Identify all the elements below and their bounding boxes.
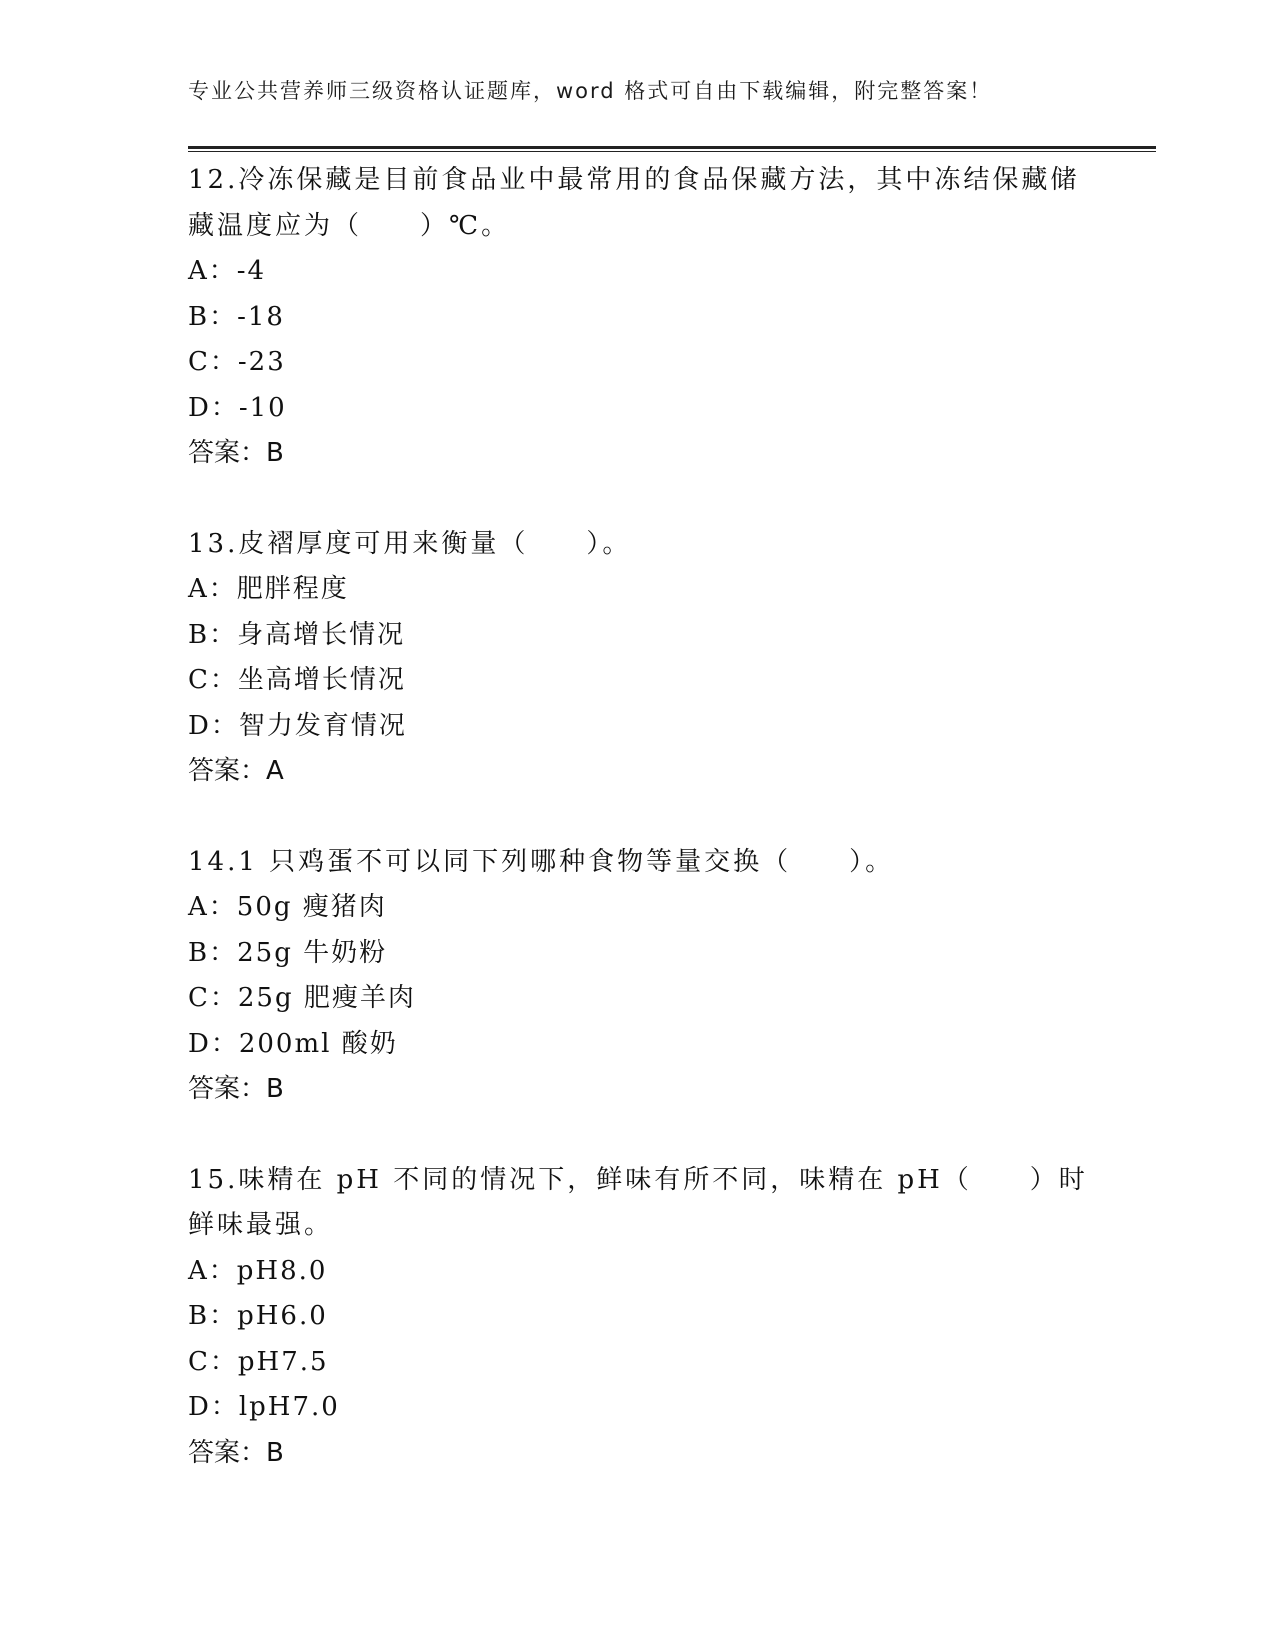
answer-line: 答案：A (188, 756, 284, 786)
answer-line: 答案：B (188, 438, 284, 468)
option-b: B：25g 牛奶粉 (188, 937, 388, 968)
question-spacer (188, 795, 1088, 840)
question-text: 13.皮褶厚度可用来衡量（ ）。 (188, 528, 632, 559)
header-divider-thin (188, 151, 1156, 152)
question-spacer (188, 477, 1088, 522)
option-d: D：智力发育情况 (188, 710, 407, 741)
question-list (188, 158, 1088, 1476)
question-13 (188, 522, 1088, 795)
question-15 (188, 1158, 1088, 1477)
header-divider-thick (188, 146, 1156, 149)
question-12 (188, 158, 1088, 477)
option-a: A：pH8.0 (188, 1255, 328, 1286)
question-14 (188, 840, 1088, 1113)
option-a: A：-4 (188, 256, 267, 286)
option-d: D：200ml 酸奶 (188, 1028, 398, 1059)
option-b: B：身高增长情况 (188, 619, 406, 650)
answer-line: 答案：B (188, 1074, 284, 1104)
option-c: C：pH7.5 (188, 1346, 329, 1377)
option-d: D：-10 (188, 392, 287, 423)
option-c: C：坐高增长情况 (188, 665, 406, 695)
option-d: D：lpH7.0 (188, 1392, 340, 1422)
option-c: C：25g 肥瘦羊肉 (188, 983, 416, 1013)
option-a: A：50g 瘦猪肉 (188, 892, 387, 922)
option-b: B：-18 (188, 301, 285, 332)
option-b: B：pH6.0 (188, 1301, 328, 1331)
question-text: 15.味精在 pH 不同的情况下，鲜味有所不同，味精在 pH（ ）时鲜味最强。 (188, 1164, 1088, 1240)
option-c: C：-23 (188, 347, 286, 377)
question-text: 12.冷冻保藏是目前食品业中最常用的食品保藏方法，其中冻结保藏储藏温度应为（ ）℃。 (188, 165, 1080, 241)
question-text: 14.1 只鸡蛋不可以同下列哪种食物等量交换（ ）。 (188, 846, 895, 877)
option-a: A：肥胖程度 (188, 574, 349, 604)
page-header: 专业公共营养师三级资格认证题库，word 格式可自由下载编辑，附完整答案！ (188, 79, 993, 103)
question-spacer (188, 1113, 1088, 1158)
answer-line: 答案：B (188, 1437, 284, 1468)
